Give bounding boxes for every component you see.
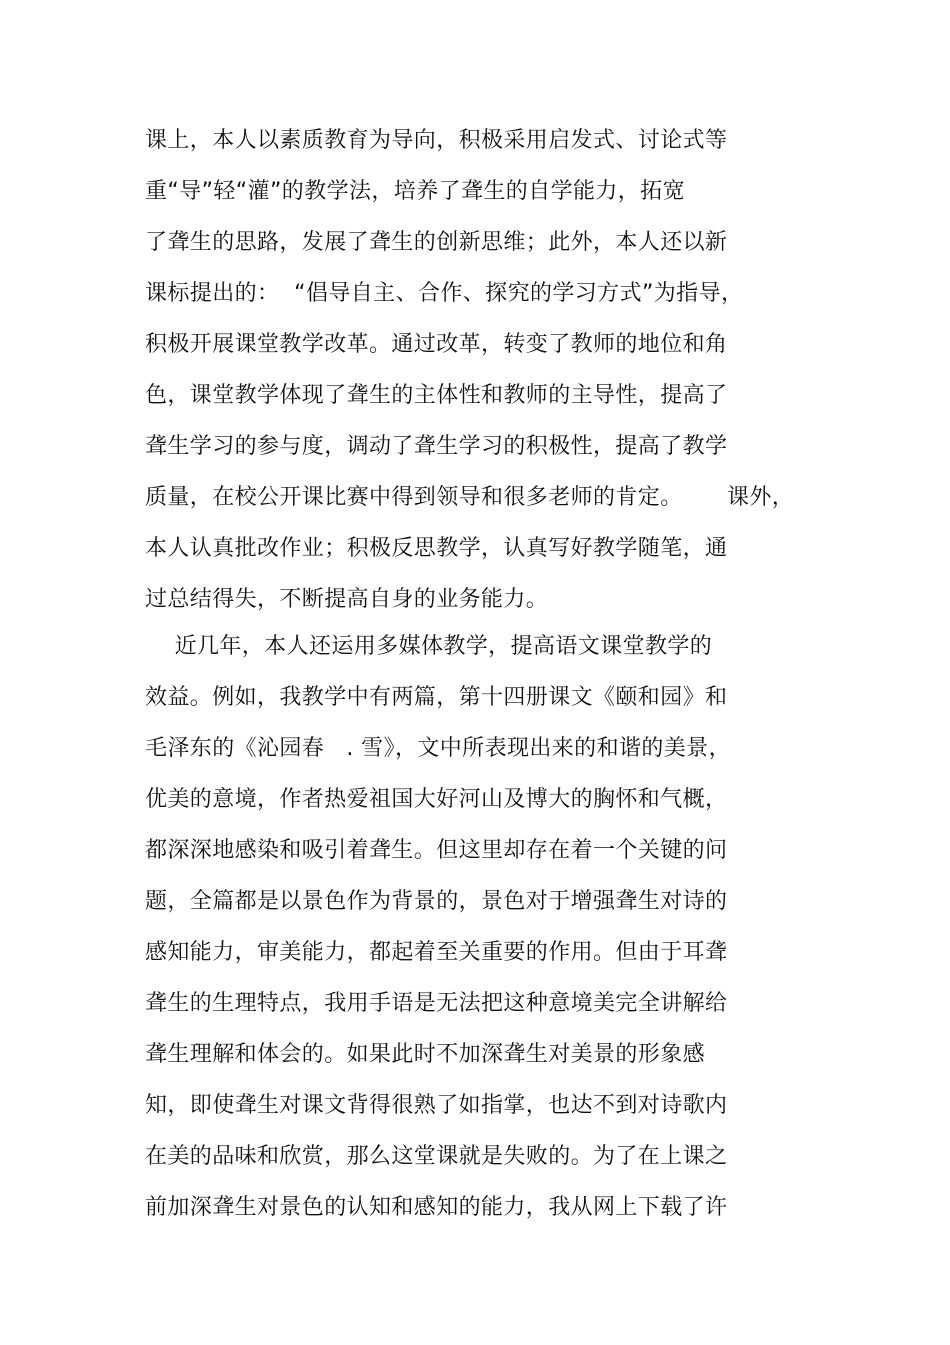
text-line: 重“导”轻“灌”的教学法，培养了聋生的自学能力，拓宽 xyxy=(145,179,685,204)
text-line: 知，即使聋生对课文背得很熟了如指掌，也达不到对诗歌内 xyxy=(145,1093,728,1118)
text-line: 效益。例如，我教学中有两篇，第十四册课文《颐和园》和 xyxy=(145,685,728,710)
text-line: 题，全篇都是以景色作为背景的，景色对于增强聋生对诗的 xyxy=(145,889,728,914)
text-line: 都深深地感染和吸引着聋生。但这里却存在着一个关键的问 xyxy=(145,838,728,863)
text-line: 本人认真批改作业；积极反思教学，认真写好教学随笔，通 xyxy=(145,536,728,561)
text-line: 色，课堂教学体现了聋生的主体性和教师的主导性，提高了 xyxy=(145,383,728,408)
text-line: 聋生的生理特点，我用手语是无法把这种意境美完全讲解给 xyxy=(145,991,728,1016)
text-line: 毛泽东的《沁园春 . 雪》，文中所表现出来的和谐的美景， xyxy=(145,736,731,761)
text-line: 聋生学习的参与度，调动了聋生学习的积极性，提高了教学 xyxy=(145,434,728,459)
text-line: 过总结得失，不断提高自身的业务能力。 xyxy=(145,587,549,612)
text-line: 课标提出的： “倡导自主、合作、探究的学习方式”为指导， xyxy=(145,281,744,306)
text-line: 前加深聋生对景色的认知和感知的能力，我从网上下载了许 xyxy=(145,1195,728,1220)
text-line: 优美的意境，作者热爱祖国大好河山及博大的胸怀和气概， xyxy=(145,787,728,812)
text-line: 课上，本人以素质教育为导向，积极采用启发式、讨论式等 xyxy=(145,128,728,153)
text-line: 了聋生的思路，发展了聋生的创新思维；此外，本人还以新 xyxy=(145,230,728,255)
paragraph-first-line: 近几年，本人还运用多媒体教学，提高语文课堂教学的 xyxy=(145,634,713,659)
text-line: 感知能力，审美能力，都起着至关重要的作用。但由于耳聋 xyxy=(145,940,728,965)
text-line: 在美的品味和欣赏，那么这堂课就是失败的。为了在上课之 xyxy=(145,1144,728,1169)
text-line: 积极开展课堂教学改革。通过改革，转变了教师的地位和角 xyxy=(145,332,728,357)
text-line: 聋生理解和体会的。如果此时不加深聋生对美景的形象感 xyxy=(145,1042,706,1067)
text-line: 质量，在校公开课比赛中得到领导和很多老师的肯定。 课外， xyxy=(145,485,795,510)
